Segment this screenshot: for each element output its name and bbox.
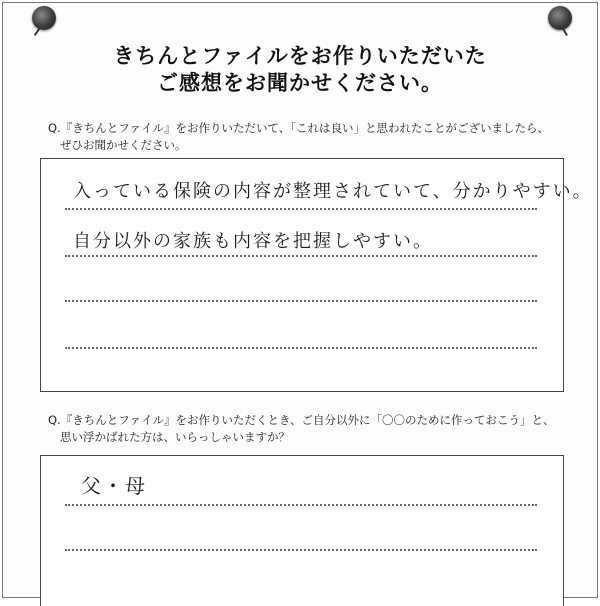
question-1-line-2: ぜひお聞かせください。 (60, 138, 187, 152)
page-title-line-2: ご感想をお聞かせください。 (157, 71, 443, 95)
writing-line (65, 504, 537, 506)
answer-box-2 (40, 455, 564, 606)
question-2-line-1: Q.『きちんとファイル』をお作りいただくとき、ご自分以外に「〇〇のために作っておこう」と、 (48, 413, 555, 427)
pushpin-icon (32, 6, 56, 30)
question-1-line-1: Q.『きちんとファイル』をお作りいただいて、「これは良い」と思われたことがございましたら、 (48, 121, 549, 135)
writing-line (65, 549, 537, 551)
handwritten-answer: 父・母 (81, 474, 147, 498)
question-1 (48, 120, 568, 154)
question-2-line-2: 思い浮かばれた方は、いらっしゃいますか？ (60, 430, 290, 444)
question-2 (48, 412, 568, 446)
writing-line (65, 208, 537, 210)
writing-line (65, 300, 537, 302)
pushpin-icon (548, 6, 572, 30)
handwritten-answer: 自分以外の家族も内容を把握しやすい。 (73, 231, 433, 252)
writing-line (65, 347, 537, 349)
answer-box-1 (40, 158, 593, 392)
writing-line (65, 255, 537, 257)
page-title-line-1: きちんとファイルをお作りいただいた (113, 44, 487, 68)
handwritten-answer: 入っている保険の内容が整理されていて、分かりやすい。 (73, 181, 593, 202)
